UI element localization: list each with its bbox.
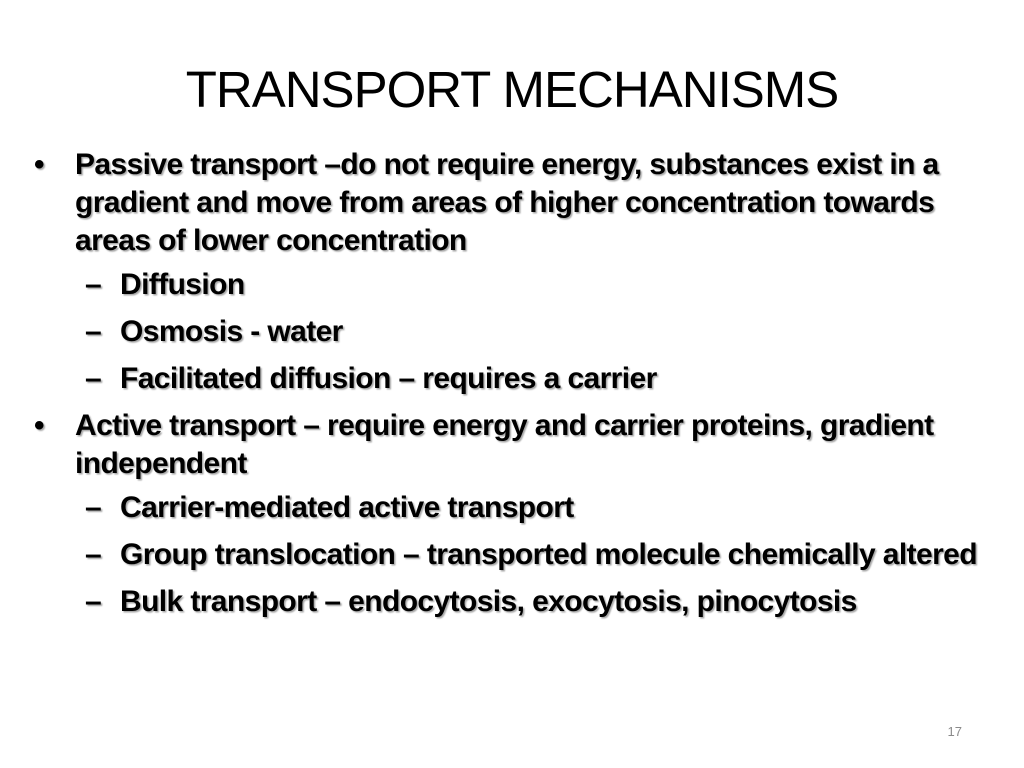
bullet-item-active-transport — [30, 407, 990, 621]
sub-item-text: Diffusion — [120, 268, 245, 301]
sub-item-bulk-transport — [75, 583, 990, 621]
bullet-text: Active transport – require energy and carrier proteins, gradient independent — [75, 409, 934, 480]
sub-list — [75, 489, 990, 621]
sub-item-diffusion — [75, 266, 990, 304]
sub-item-text: Osmosis - water — [120, 315, 343, 348]
dash-icon: – — [85, 315, 102, 348]
bullet-list — [30, 146, 990, 630]
sub-item-text: Facilitated diffusion – requires a carrier — [120, 362, 657, 395]
dash-icon: – — [85, 362, 102, 395]
sub-item-group-translocation — [75, 536, 990, 574]
bullet-item-passive-transport — [30, 146, 990, 398]
slide-title: TRANSPORT MECHANISMS — [185, 61, 839, 118]
dash-icon: – — [85, 538, 102, 571]
sub-item-carrier-mediated — [75, 489, 990, 527]
sub-item-text: Carrier-mediated active transport — [120, 491, 574, 524]
bullet-text: Passive transport –do not require energy, substances exist in a gradient and move from areas of higher concentration towards areas of lower concentration — [75, 148, 939, 257]
dash-icon: – — [85, 268, 102, 301]
bullet-icon: • — [34, 409, 44, 442]
dash-icon: – — [85, 585, 102, 618]
page-number: 17 — [947, 724, 962, 739]
sub-item-facilitated-diffusion — [75, 360, 990, 398]
sub-item-osmosis — [75, 313, 990, 351]
sub-item-text: Group translocation – transported molecule chemically altered — [120, 538, 977, 571]
sub-item-text: Bulk transport – endocytosis, exocytosis, pinocytosis — [120, 585, 857, 618]
bullet-icon: • — [34, 148, 44, 181]
dash-icon: – — [85, 491, 102, 524]
sub-list — [75, 266, 990, 398]
